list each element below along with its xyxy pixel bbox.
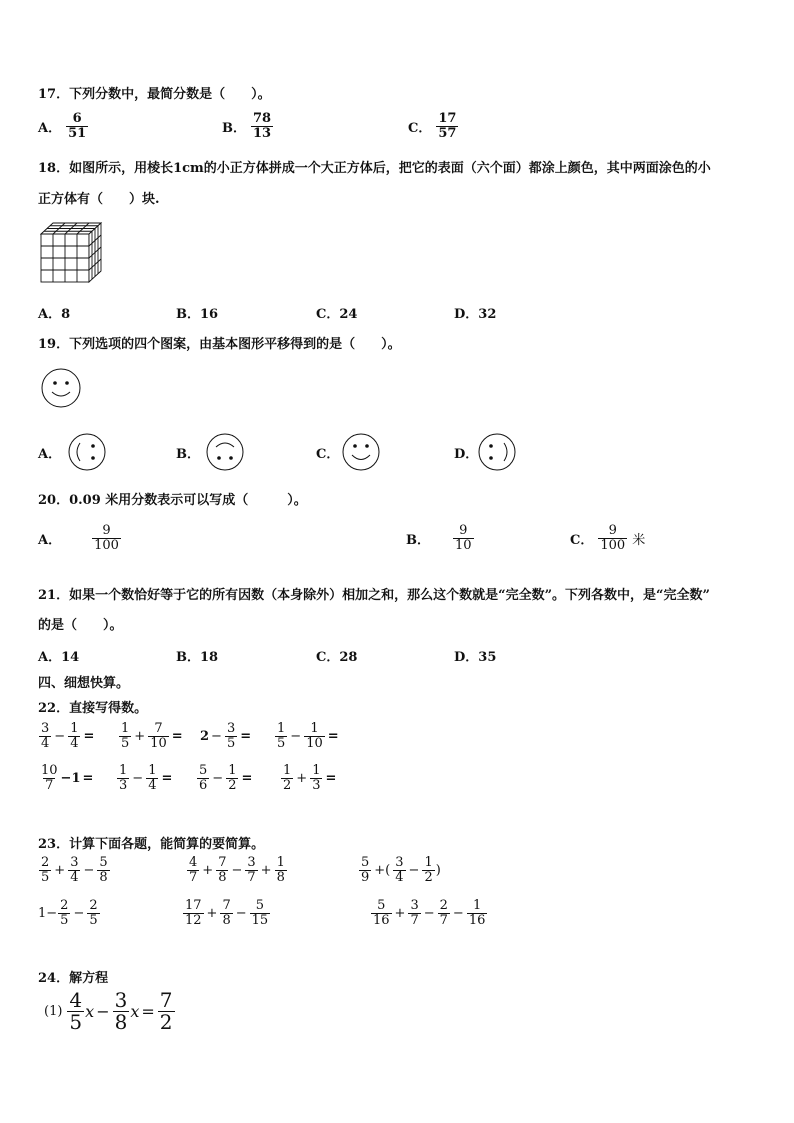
- fraction: $\frac{6}{51}$: [68, 111, 87, 141]
- q17-option-b[interactable]: [222, 112, 274, 140]
- q20-text: 20．0.09 米用分数表示可以写成（ ）。: [38, 493, 307, 508]
- q21-option-d[interactable]: D．35: [454, 650, 497, 665]
- q21-option-a[interactable]: A．14: [38, 650, 80, 665]
- q22-expression: $\frac{1}{5}$ + $\frac{7}{10}$ =: [121, 721, 183, 751]
- q22-title: 22．直接写得数。: [38, 701, 148, 716]
- fraction: $\frac{9}{100}$: [600, 523, 626, 553]
- q18-option-c[interactable]: C．24: [316, 307, 358, 322]
- q21-option-c[interactable]: C．28: [316, 650, 358, 665]
- q23-expression: $\frac{4}{7}$ + $\frac{7}{8}$ − $\frac{3}{7}$ + $\frac{1}{8}$: [189, 855, 285, 885]
- q23-title: 23．计算下面各题，能简算的要简算。: [38, 837, 265, 852]
- q22-expression: $\frac{10}{7}$ −1 =: [41, 763, 94, 793]
- q17-option-c[interactable]: [408, 112, 459, 140]
- q18-option-d[interactable]: D．32: [454, 307, 497, 322]
- q20-option-a[interactable]: [38, 524, 122, 552]
- q24-equation: (1) $\frac{4}{5}$ x − $\frac{3}{8}$ x = $\frac{7}{2}$: [44, 988, 173, 1034]
- option-label: B．: [222, 120, 246, 136]
- option-label: C．: [570, 532, 594, 548]
- q22-expression: 2 − $\frac{3}{5}$ =: [200, 721, 252, 751]
- q18-option-a[interactable]: A．8: [38, 307, 71, 322]
- face-pattern-c-icon[interactable]: [340, 432, 382, 472]
- q22-expression: $\frac{1}{5}$ − $\frac{1}{10}$ =: [277, 721, 339, 751]
- q19-option-d-label[interactable]: D．: [454, 447, 479, 462]
- q18-option-b[interactable]: B．16: [176, 307, 219, 322]
- q24-title: 24．解方程: [38, 971, 109, 986]
- q19-option-b-label[interactable]: B．: [176, 447, 200, 462]
- smiley-face-icon: [40, 367, 82, 409]
- q19-text: 19．下列选项的四个图案，由基本图形平移得到的是（ ）。: [38, 337, 401, 352]
- q19-option-c-label[interactable]: C．: [316, 447, 340, 462]
- q22-expression: $\frac{1}{2}$ + $\frac{1}{3}$ =: [283, 763, 337, 793]
- fraction: $\frac{17}{57}$: [438, 111, 457, 141]
- q19-option-a-label[interactable]: A．: [38, 447, 62, 462]
- q23-expression: $\frac{5}{9}$ +( $\frac{3}{4}$ − $\frac{1}{2}$ ): [361, 855, 441, 885]
- face-pattern-d-icon[interactable]: [476, 432, 518, 472]
- option-label: A．: [38, 532, 62, 548]
- option-label: C．: [408, 120, 432, 136]
- q21-option-b[interactable]: B．18: [176, 650, 219, 665]
- q22-expression: $\frac{1}{3}$ − $\frac{1}{4}$ =: [119, 763, 173, 793]
- q17-option-a[interactable]: [38, 112, 89, 140]
- section-heading: 四、细想快算。: [38, 676, 130, 691]
- q22-expression: $\frac{3}{4}$ − $\frac{1}{4}$ =: [41, 721, 95, 751]
- fraction: $\frac{9}{100}$: [94, 523, 119, 553]
- q23-expression: $\frac{2}{5}$ + $\frac{3}{4}$ − $\frac{5}{8}$: [41, 855, 108, 885]
- q20-option-c[interactable]: [570, 524, 645, 552]
- face-pattern-b-icon[interactable]: [204, 432, 246, 472]
- fraction: $\frac{78}{13}$: [253, 111, 272, 141]
- q23-expression: 1− $\frac{2}{5}$ − $\frac{2}{5}$: [38, 898, 98, 928]
- q23-expression: $\frac{17}{12}$ + $\frac{7}{8}$ − $\frac{5}{15}$: [185, 898, 269, 928]
- unit-label: 米: [632, 532, 646, 548]
- q23-expression: $\frac{5}{16}$ + $\frac{3}{7}$ − $\frac{2}{7}$ − $\frac{1}{16}$: [373, 898, 486, 928]
- q21-text-line2: 的是（ ）。: [38, 618, 123, 633]
- q20-option-b[interactable]: [406, 524, 475, 552]
- fraction: $\frac{9}{10}$: [455, 523, 472, 553]
- q22-expression: $\frac{5}{6}$ − $\frac{1}{2}$ =: [199, 763, 253, 793]
- q21-text-line1: 21．如果一个数恰好等于它的所有因数（本身除外）相加之和，那么这个数就是“完全数”。下列各数中，是“完全数”: [38, 588, 711, 603]
- cube-figure: [40, 222, 104, 284]
- option-label: B．: [406, 532, 430, 548]
- face-pattern-a-icon[interactable]: [66, 432, 108, 472]
- option-label: A．: [38, 120, 62, 136]
- q18-text-line2: 正方体有（ ）块.: [38, 192, 160, 207]
- q17-text: 17．下列分数中，最简分数是（ ）。: [38, 87, 271, 102]
- q18-text-line1: 18．如图所示，用棱长1cm的小正方体拼成一个大正方体后，把它的表面（六个面）都涂上颜色，其中两面涂色的小: [38, 161, 711, 176]
